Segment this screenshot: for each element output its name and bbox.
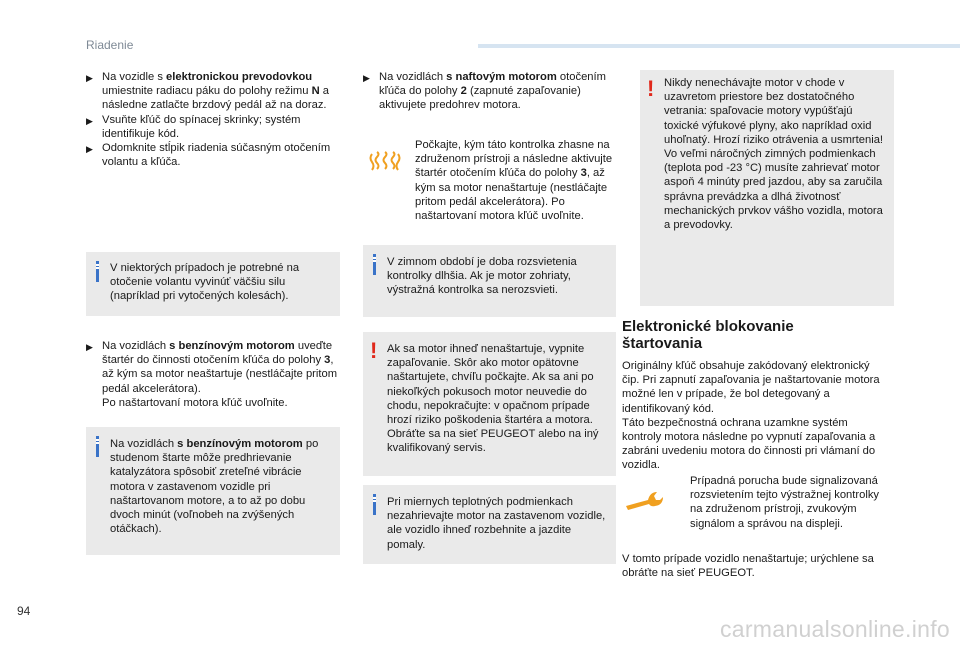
immobiliser-description: Originálny kľúč obsahuje zakódovaný elektronický čip. Pri zapnutí zapaľovania je naštartovanie motora možné len v prípade, že bol detegovaný a identifikovaný kód. Táto bezpečnostná ochrana uzamkne systém kontroly motora následne po vypnutí zapaľovania a zabráni uvedeniu motora do činnosti pri vlámaní do vozidla. [622, 360, 880, 472]
immobiliser-heading: Elektronické blokovanie štartovania [622, 318, 794, 352]
warning-box-restart [363, 332, 616, 476]
info-bar-icon [96, 261, 99, 282]
triangle-bullet-icon: ▶︎ [86, 115, 93, 126]
info-box-winter [363, 245, 616, 317]
wrench-warning-text: Prípadná porucha bude signalizovaná rozsvietením tejto výstražnej kontrolky na združenom prístroji, zvukovým signálom a správou na displeji. [690, 475, 880, 530]
wrench-icon [622, 488, 666, 512]
info-bar-icon [96, 436, 99, 457]
warning-text: Ak sa motor ihneď nenaštartuje, vypnite zapaľovanie. Skôr ako motor opätovne naštartujete, chvíľu počkajte. Ak sa ani po niekoľkých pokusoch motor neuvedie do chodu, nepokračujte: v opačnom prípade hrozí riziko poškodenia štartéra a motora. Obráťte sa na sieť PEUGEOT alebo na iný kvalifikovaný servis. [387, 343, 599, 455]
bullet-item: ▶︎ Odomknite stĺpik riadenia súčasným otočením volantu a kľúča. [86, 142, 331, 169]
info-box-temperate [363, 485, 616, 564]
glow-plug-icon [367, 150, 403, 172]
petrol-start-instructions: ▶︎ Na vozidlách s benzínovým motorom uveďte štartér do činnosti otočením kľúča do polohy 3, až kým sa motor neaštartuje (nestláčajte pritom pedál akcelerátora). Po naštartovaní motora kľúč uvoľnite. [86, 340, 338, 409]
info-text: V niektorých prípadoch je potrebné na otočenie volantu vyvinúť väčšiu silu (napríklad pri vytočených kolesách). [110, 262, 300, 303]
header-bar [478, 44, 960, 48]
triangle-bullet-icon: ▶︎ [86, 73, 93, 83]
bullet-item: ▶︎ Na vozidle s elektronickou prevodovkou umiestnite radiacu páku do polohy režimu N a následne zatlačte brzdový pedál až na doraz. [86, 71, 330, 112]
info-bar-icon [373, 494, 376, 515]
watermark: carmanualsonline.info [719, 616, 950, 642]
diesel-instructions: ▶︎ Na vozidlách s naftovým motorom otočením kľúča do polohy 2 (zapnuté zapaľovanie) aktivujete predohrev motora. [363, 71, 606, 112]
triangle-bullet-icon: ▶︎ [363, 73, 370, 83]
info-box-catalyst [86, 427, 340, 555]
info-box-steering [86, 252, 340, 316]
bullet-item: ▶︎ Vsuňte kľúč do spínacej skrinky; systém identifikuje kód. [86, 113, 301, 140]
warning-box-garage [640, 70, 894, 306]
info-text: Pri miernych teplotných podmienkach nezahrievajte motor na zastavenom vozidle, ale vozidlo ihneď rozbehnite a jazdite pomaly. [387, 496, 606, 551]
info-text: V zimnom období je doba rozsvietenia kontrolky dlhšia. Ak je motor zohriaty, výstražná kontrolka sa nerozsvieti. [387, 256, 577, 297]
col1-bullets [86, 70, 338, 169]
page-number: 94 [17, 604, 31, 618]
triangle-bullet-icon: ▶︎ [86, 342, 93, 352]
info-bar-icon [373, 254, 376, 275]
triangle-bullet-icon: ▶︎ [86, 144, 93, 155]
section-title: Riadenie [86, 38, 134, 52]
exclamation-icon: ! [647, 76, 655, 101]
exclamation-icon: ! [370, 338, 378, 363]
info-text: Na vozidlách s benzínovým motorom po studenom štarte môže predhrievanie katalyzátora spôsobiť zreteľné vibrácie motora v zastavenom vozidle pri naštartovanom motore, a to až po dobu dvoch minút (voľnobeh na zvýšených otáčkach). [110, 438, 319, 536]
warning-text: Nikdy nenechávajte motor v chode v uzavretom priestore bez dostatočného vetrania: spaľovacie motory vypúšťajú toxické výfukové plyny, ako napríklad oxid uhoľnatý. Hrozí riziko otrávenia a usmrtenia! Vo veľmi náročných zimných podmienkach (teplota pod -23 °C) musíte zahrievať motor aspoň 4 minúty pred jazdou, aby sa zaručila správna prevádzka a dlhá životnosť mechanických prvkov vášho vozidla, motora a prevodovky. [664, 77, 884, 232]
immobiliser-fault-text: V tomto prípade vozidlo nenaštartuje; urýchlene sa obráťte na sieť PEUGEOT. [622, 553, 874, 580]
glow-plug-text: Počkajte, kým táto kontrolka zhasne na združenom prístroji a následne aktivujte štartér otočením kľúča do polohy 3, až kým sa motor nenaštartuje (nestláčajte pritom pedál akcelerátora). Po naštartovaní motora kľúč uvoľnite. [415, 139, 613, 223]
